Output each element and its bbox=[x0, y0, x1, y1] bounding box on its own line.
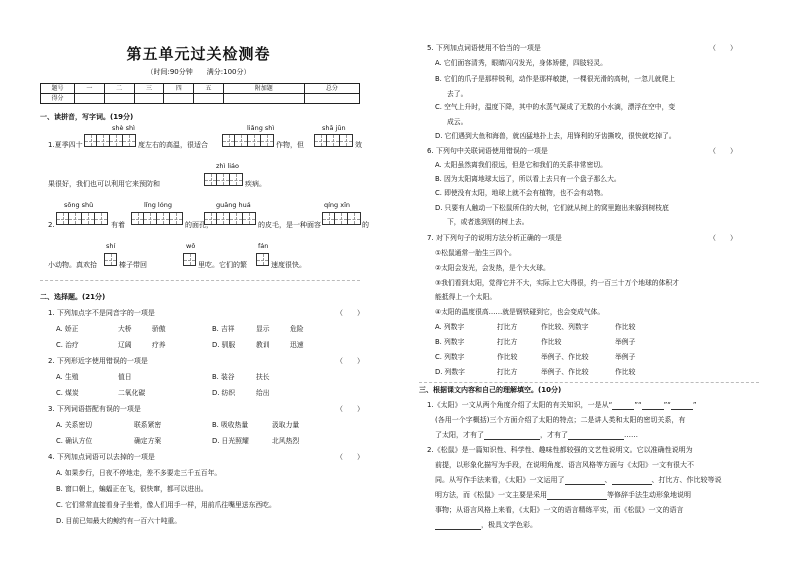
option: A. 生殖 bbox=[56, 373, 79, 381]
option: C. 空气上升时，温度下降，其中的水蒸气凝成了无数的小水滴，漂浮在空中，变 bbox=[435, 103, 676, 111]
table-cell: 得分 bbox=[41, 94, 75, 104]
option: B. 吸收热量 bbox=[212, 421, 249, 429]
tianzi-grid[interactable] bbox=[222, 134, 274, 147]
text-line: 前提，以形象化描写为手段，在说明角度、语言风格等方面与《太阳》一文有很大不 bbox=[435, 461, 694, 469]
fill-blank[interactable] bbox=[568, 433, 624, 440]
option: 辽阔 bbox=[118, 341, 132, 349]
text-line: 了太阳，才有了 bbox=[435, 431, 484, 439]
tianzi-grid[interactable] bbox=[131, 212, 183, 225]
option: 举例子、作比较 bbox=[541, 353, 589, 361]
tianzi-grid[interactable] bbox=[256, 253, 269, 266]
option: 危险 bbox=[290, 325, 304, 333]
text-line: 疾病。 bbox=[245, 180, 266, 188]
table-cell: 五 bbox=[194, 84, 224, 94]
text-line: 榛子带回 bbox=[119, 261, 147, 269]
text-line: 作物，但 bbox=[276, 141, 304, 149]
section-heading: 三、根据课文内容和自己的理解填空。(10分) bbox=[419, 386, 562, 394]
tianzi-grid[interactable] bbox=[84, 134, 136, 147]
fill-blank[interactable] bbox=[612, 403, 634, 410]
option: 下，或者逃到别的树上去。 bbox=[447, 218, 529, 226]
text-line bbox=[435, 521, 537, 530]
text-line: 速度很快。 bbox=[271, 261, 306, 269]
fill-blank[interactable] bbox=[612, 478, 652, 485]
text-line bbox=[435, 431, 638, 440]
answer-bracket[interactable]: （ ） bbox=[709, 147, 737, 155]
pinyin-label: guāng huá bbox=[216, 201, 251, 209]
tianzi-grid[interactable] bbox=[322, 212, 361, 225]
option: B. 列数字 bbox=[435, 338, 465, 346]
text-line: 2. bbox=[48, 221, 55, 229]
option: D. 只要有人触动一下松鼠所住的大树，它们就从树上的窝里跑出来躲到树枝底 bbox=[435, 204, 669, 212]
option: 举例子、作比较 bbox=[541, 368, 589, 376]
option: C. 煤炭 bbox=[56, 389, 79, 397]
option: 迅速 bbox=[290, 341, 304, 349]
table-cell: 四 bbox=[164, 84, 194, 94]
section-heading: 一、读拼音，写字词。(19分) bbox=[40, 113, 134, 121]
divider bbox=[40, 280, 360, 281]
option: A. 太阳虽然离我们很远，但是它和我们的关系非常密切。 bbox=[435, 161, 607, 169]
option: 打比方 bbox=[497, 368, 518, 376]
option: D. 它们遇到大鱼和海兽，就凶猛地扑上去，用锋利的牙齿撕咬，很快就吃掉了。 bbox=[435, 132, 676, 140]
table-row bbox=[41, 84, 360, 94]
option: D. 列数字 bbox=[435, 368, 465, 376]
option: 成云。 bbox=[447, 118, 468, 126]
tianzi-grid[interactable] bbox=[56, 212, 108, 225]
question-text: 1. 下列加点字不是同音字的一项是 bbox=[48, 309, 155, 317]
question-text: 7. 对下列句子的说明方法分析正确的一项是 bbox=[427, 234, 562, 242]
text-line: 、 bbox=[604, 476, 612, 484]
option: 联系紧密 bbox=[134, 421, 162, 429]
text-line: 果很好，我们也可以利用它来预防和 bbox=[48, 180, 160, 188]
tianzi-grid[interactable] bbox=[104, 253, 117, 266]
sentence: ①松鼠通常一胎生三四个。 bbox=[435, 249, 516, 257]
text-line: ，才有了 bbox=[540, 431, 568, 439]
option: C. 治疗 bbox=[56, 341, 79, 349]
option: C. 即使没有太阳，地球上就不会有植物，也不会有动物。 bbox=[435, 189, 608, 197]
option: 值日 bbox=[118, 373, 132, 381]
score-field[interactable] bbox=[104, 94, 134, 104]
table-cell: 题号 bbox=[41, 84, 75, 94]
text-line: 等修辞手法生动形象地说明 bbox=[607, 491, 691, 499]
answer-bracket[interactable]: （ ） bbox=[709, 234, 737, 242]
option: D. 驯服 bbox=[212, 341, 236, 349]
text-line: 有着 bbox=[111, 221, 125, 229]
option: B. 吉祥 bbox=[212, 325, 235, 333]
text-line: 里吃。它们的繁 bbox=[198, 261, 247, 269]
divider bbox=[419, 382, 759, 383]
text-line: 的面孔， bbox=[185, 221, 213, 229]
option: 打比方 bbox=[497, 338, 518, 346]
option: 扶长 bbox=[256, 373, 270, 381]
option: 举例子 bbox=[615, 338, 636, 346]
question-text: 6. 下列句中关联词语使用错误的一项是 bbox=[427, 147, 548, 155]
sentence: ④太阳的温度很高……就是钢铁碰到它，也会变成气体。 bbox=[435, 308, 605, 316]
text-line: 度左右的高温，很适合 bbox=[138, 141, 208, 149]
score-field[interactable] bbox=[75, 94, 105, 104]
answer-bracket[interactable]: （ ） bbox=[336, 357, 364, 365]
fill-blank[interactable] bbox=[484, 433, 540, 440]
tianzi-grid[interactable] bbox=[204, 212, 256, 225]
pinyin-label: zhì liáo bbox=[216, 162, 239, 170]
text-line: ” bbox=[692, 401, 697, 409]
tianzi-grid[interactable] bbox=[204, 173, 243, 186]
option: 教训 bbox=[256, 341, 270, 349]
option: D. 纺织 bbox=[212, 389, 236, 397]
option: 北风热烈 bbox=[272, 437, 300, 445]
option: 作比较 bbox=[541, 338, 562, 346]
pinyin-label: liǎng shì bbox=[247, 124, 275, 132]
option: B. 它们的爪子是那样锐利，动作是那样敏捷，一棵很光滑的高树，一忽儿就爬上 bbox=[435, 75, 676, 83]
option: A. 关系密切 bbox=[56, 421, 93, 429]
question-text: 3. 下列词语搭配有误的一项是 bbox=[48, 405, 141, 413]
fill-blank[interactable] bbox=[565, 478, 605, 485]
pinyin-label: shí bbox=[106, 242, 116, 250]
pinyin-label: shā jūn bbox=[322, 124, 346, 132]
text-line: 小动物。真欢拾 bbox=[48, 261, 97, 269]
sentence: 能抵得上一个太阳。 bbox=[435, 293, 497, 301]
text-line: (各用一个字概括)三个方面介绍了太阳的特点；二是讲人类和太阳的密切关系，有 bbox=[435, 416, 686, 424]
option: C. 它们常常直接看身子坐着，像人们用手一样，用前爪往嘴里送东西吃。 bbox=[56, 501, 276, 509]
text-line: 、打比方、作比较等说 bbox=[651, 476, 722, 484]
text-line: 1.夏季四十 bbox=[48, 141, 83, 149]
text-line bbox=[435, 491, 691, 500]
table-row bbox=[41, 94, 360, 104]
table-cell: 一 bbox=[75, 84, 105, 94]
sentence: ②太阳会发光，会发热，是个大火球。 bbox=[435, 264, 550, 272]
option: 打比方 bbox=[497, 323, 518, 331]
section-heading: 二、选择题。(21分) bbox=[40, 293, 106, 301]
score-field[interactable] bbox=[134, 94, 164, 104]
option: 给出 bbox=[256, 389, 270, 397]
option: 作比较 bbox=[497, 353, 518, 361]
text-line: 同。从写作手法来看，《太阳》一文运用了 bbox=[435, 476, 565, 484]
option: 疗养 bbox=[152, 341, 166, 349]
table-cell: 总分 bbox=[304, 84, 359, 94]
text-line bbox=[427, 401, 696, 410]
option: 骄傲 bbox=[152, 325, 166, 333]
option: B. 因为太阳离地球太远了，所以看上去只有一个盘子那么大。 bbox=[435, 175, 621, 183]
option: A. 列数字 bbox=[435, 323, 465, 331]
score-field[interactable] bbox=[194, 94, 224, 104]
option: 显示 bbox=[256, 325, 270, 333]
fill-blank[interactable] bbox=[435, 523, 481, 530]
option: A. 它们面容清秀，眼睛闪闪发光，身体矫健，四肢轻灵。 bbox=[435, 59, 607, 67]
option: C. 确认方位 bbox=[56, 437, 93, 445]
answer-bracket[interactable]: （ ） bbox=[336, 309, 364, 317]
score-field[interactable] bbox=[223, 94, 304, 104]
page-title: 第五单元过关检测卷 bbox=[126, 45, 271, 63]
question-text: 5. 下列加点词语使用不恰当的一项是 bbox=[427, 44, 541, 52]
option: 举例子 bbox=[615, 353, 636, 361]
option: 作比较 bbox=[615, 368, 636, 376]
pinyin-label: wǒ bbox=[186, 242, 196, 250]
pinyin-label: sōng shǔ bbox=[64, 201, 94, 209]
tianzi-grid[interactable] bbox=[183, 253, 196, 266]
option: 二氧化碳 bbox=[118, 389, 146, 397]
question-text: 2. 下列形近字使用错误的一项是 bbox=[48, 357, 148, 365]
question-text: 4. 下列加点词语可以去掉的一项是 bbox=[48, 453, 155, 461]
text-line: ”“ bbox=[634, 401, 642, 409]
option: 作比较 bbox=[615, 323, 636, 331]
sentence: ③我们看到太阳，觉得它并不大，实际上它大得很，约一百三十万个地球的体积才 bbox=[435, 279, 679, 287]
pinyin-label: qíng xīn bbox=[324, 201, 351, 209]
score-field[interactable] bbox=[304, 94, 359, 104]
option: C. 列数字 bbox=[435, 353, 465, 361]
text-line: 明方法，而《松鼠》一文主要是采用 bbox=[435, 491, 547, 499]
fill-blank[interactable] bbox=[547, 493, 607, 500]
table-cell: 三 bbox=[134, 84, 164, 94]
text-line: 事物；从语言风格上来看，《太阳》一文的语言精练平实，而《松鼠》一文的语言 bbox=[435, 506, 684, 514]
answer-bracket[interactable]: （ ） bbox=[336, 405, 364, 413]
fill-blank[interactable] bbox=[671, 403, 693, 410]
text-line: 效 bbox=[355, 141, 362, 149]
text-line: 的皮毛，是一种面容 bbox=[258, 221, 321, 229]
score-field[interactable] bbox=[164, 94, 194, 104]
table-cell: 二 bbox=[104, 84, 134, 94]
text-line: ，极具文学色彩。 bbox=[481, 521, 537, 529]
tianzi-grid[interactable] bbox=[314, 134, 353, 147]
text-line: 2.《松鼠》是一篇知识性、科学性、趣味性都较强的文艺性说明文。它以准确性说明为 bbox=[427, 446, 693, 454]
right-column bbox=[397, 0, 794, 561]
option: A. 娇正 bbox=[56, 325, 79, 333]
text-line bbox=[435, 476, 722, 485]
pinyin-label: lǐng lóng bbox=[144, 201, 172, 209]
option: 去了。 bbox=[447, 90, 468, 98]
pinyin-label: fán bbox=[258, 242, 269, 250]
table-cell: 附加题 bbox=[223, 84, 304, 94]
text-line: …… bbox=[624, 431, 638, 439]
fill-blank[interactable] bbox=[642, 403, 664, 410]
option: 汲取力量 bbox=[272, 421, 300, 429]
option: B. 窗口朝上，蝙蝠正在飞，很快窜，都可以进出。 bbox=[56, 485, 208, 493]
text-line: 的 bbox=[362, 221, 369, 229]
option: D. 目前已知最大的鲸约有一百六十吨重。 bbox=[56, 517, 182, 525]
score-table bbox=[40, 83, 360, 104]
option: D. 日光照耀 bbox=[212, 437, 249, 445]
exam-info: （时间:90分钟 满分:100分） bbox=[146, 68, 251, 76]
option: A. 如果步行，日夜不停地走，差不多要走三千五百年。 bbox=[56, 469, 222, 477]
option: 大桥 bbox=[118, 325, 132, 333]
answer-bracket[interactable]: （ ） bbox=[709, 44, 737, 52]
text-line: ”“ bbox=[663, 401, 671, 409]
answer-bracket[interactable]: （ ） bbox=[336, 453, 364, 461]
option: 作比较、列数字 bbox=[541, 323, 589, 331]
pinyin-label: shè shì bbox=[112, 124, 135, 132]
option: B. 装谷 bbox=[212, 373, 235, 381]
option: 确定方案 bbox=[134, 437, 162, 445]
text-line: 1.《太阳》一文从两个角度介绍了太阳的有关知识，一是从“ bbox=[427, 401, 613, 409]
